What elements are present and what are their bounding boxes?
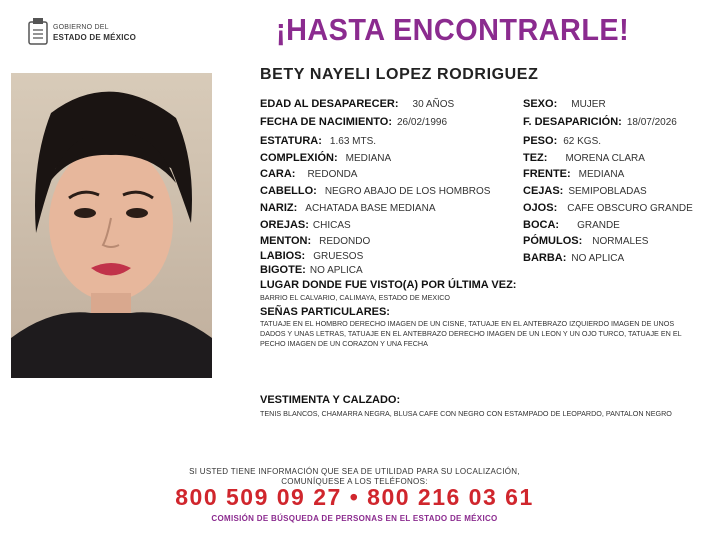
field-label: OREJAS: bbox=[260, 219, 309, 231]
field-value: GRANDE bbox=[577, 220, 620, 231]
field-value: MEDIANA bbox=[578, 169, 625, 180]
field-label: CARA: bbox=[260, 168, 296, 180]
field-label: TEZ: bbox=[523, 152, 548, 164]
clothing-label: VESTIMENTA Y CALZADO: bbox=[260, 394, 401, 406]
info-line-2: COMUNÍQUESE A LOS TELÉFONOS: bbox=[281, 477, 428, 486]
field-value: SEMIPOBLADAS bbox=[568, 186, 647, 197]
person-name: BETY NAYELI LOPEZ RODRIGUEZ bbox=[260, 66, 539, 83]
field-value: NEGRO ABAJO DE LOS HOMBROS bbox=[324, 186, 491, 197]
field-value: 18/07/2026 bbox=[626, 117, 677, 128]
field-value: 1.63 MTS. bbox=[329, 136, 377, 147]
field-label: PESO: bbox=[523, 135, 558, 147]
field-cheekbones bbox=[523, 235, 648, 247]
field-forehead bbox=[523, 168, 624, 180]
field-label: EDAD AL DESAPARECER: bbox=[260, 98, 399, 110]
field-height bbox=[260, 135, 376, 147]
field-label: OJOS: bbox=[523, 202, 558, 214]
field-build bbox=[260, 152, 391, 164]
field-label: CABELLO: bbox=[260, 185, 317, 197]
last-seen-value: BARRIO EL CALVARIO, CALIMAYA, ESTADO DE MEXICO bbox=[260, 293, 450, 302]
field-disappearance-date bbox=[523, 116, 677, 128]
commission-name: COMISIÓN DE BÚSQUEDA DE PERSONAS EN EL ESTADO DE MÉXICO bbox=[211, 514, 498, 523]
field-label: MENTON: bbox=[260, 235, 312, 247]
field-value: REDONDA bbox=[307, 169, 358, 180]
field-value: 30 AÑOS bbox=[412, 99, 455, 110]
field-mustache bbox=[260, 264, 363, 276]
phone-numbers: 800 509 09 27 • 800 216 03 61 bbox=[175, 484, 534, 510]
field-ears bbox=[260, 219, 351, 231]
field-mouth bbox=[523, 219, 620, 231]
field-label: NARIZ: bbox=[260, 202, 298, 214]
field-label: CEJAS: bbox=[523, 185, 564, 197]
clothing-value: TENIS BLANCOS, CHAMARRA NEGRA, BLUSA CAFE CON NEGRO CON ESTAMPADO DE LEOPARDO, PANTALON NEGRO bbox=[260, 409, 672, 418]
field-face bbox=[260, 168, 357, 180]
field-value: ACHATADA BASE MEDIANA bbox=[305, 203, 436, 214]
field-value: NO APLICA bbox=[571, 253, 625, 264]
government-line: GOBIERNO DEL bbox=[53, 24, 109, 31]
field-value: REDONDO bbox=[319, 236, 371, 247]
field-value: 26/02/1996 bbox=[397, 117, 448, 128]
field-label: BIGOTE: bbox=[260, 264, 306, 276]
field-label: LABIOS: bbox=[260, 250, 306, 262]
field-lips bbox=[260, 250, 363, 262]
field-birthdate bbox=[260, 116, 447, 128]
person-photo bbox=[11, 73, 212, 378]
field-eyebrows bbox=[523, 185, 647, 197]
field-value: MEDIANA bbox=[345, 153, 392, 164]
field-sex bbox=[523, 98, 606, 110]
field-hair bbox=[260, 185, 490, 197]
field-value: NO APLICA bbox=[309, 265, 363, 276]
field-weight bbox=[523, 135, 601, 147]
info-line-1: SI USTED TIENE INFORMACIÓN QUE SEA DE UTILIDAD PARA SU LOCALIZACIÓN, bbox=[189, 467, 520, 476]
field-label: ESTATURA: bbox=[260, 135, 322, 147]
state-seal-icon bbox=[27, 18, 49, 48]
field-label: F. DESAPARICIÓN: bbox=[523, 116, 622, 128]
field-label: SEXO: bbox=[523, 98, 558, 110]
field-label: COMPLEXIÓN: bbox=[260, 152, 338, 164]
field-value: CHICAS bbox=[312, 220, 351, 231]
state-line: ESTADO DE MÉXICO bbox=[53, 33, 137, 42]
field-value: GRUESOS bbox=[313, 251, 364, 262]
portrait-illustration bbox=[11, 73, 212, 378]
field-beard bbox=[523, 252, 624, 264]
field-label: PÓMULOS: bbox=[523, 235, 583, 247]
last-seen-label: LUGAR DONDE FUE VISTO(A) POR ÚLTIMA VEZ: bbox=[260, 279, 517, 291]
particular-signs-label: SEÑAS PARTICULARES: bbox=[260, 306, 390, 318]
field-value: 62 KGS. bbox=[563, 136, 602, 147]
field-value: CAFE OBSCURO GRANDE bbox=[567, 203, 693, 214]
field-age bbox=[260, 98, 454, 110]
field-complexion bbox=[523, 152, 645, 164]
field-eyes bbox=[523, 202, 693, 214]
field-value: NORMALES bbox=[592, 236, 649, 247]
field-nose bbox=[260, 202, 436, 214]
particular-signs-value: TATUAJE EN EL HOMBRO DERECHO IMAGEN DE UN CISNE, TATUAJE EN EL ANTEBRAZO IZQUIERDO IMAGEN DE UNOS DADOS Y UNAS LETRAS, TATUAJE EN EL ANTEBRAZO DERECHO IMAGEN DE UN LEON Y UN OJO TURCO, TATUAJE EN EL PECHO IMAGEN DE UN CORAZON Y UNA FECHA bbox=[260, 319, 682, 348]
field-label: BARBA: bbox=[523, 252, 567, 264]
field-value: MORENA CLARA bbox=[565, 153, 645, 164]
field-label: FRENTE: bbox=[523, 168, 571, 180]
field-label: BOCA: bbox=[523, 219, 560, 231]
field-label: FECHA DE NACIMIENTO: bbox=[260, 116, 392, 128]
field-value: MUJER bbox=[571, 99, 606, 110]
government-logo bbox=[27, 18, 147, 50]
headline: ¡HASTA ENCONTRARLE! bbox=[276, 12, 630, 47]
field-chin bbox=[260, 235, 370, 247]
